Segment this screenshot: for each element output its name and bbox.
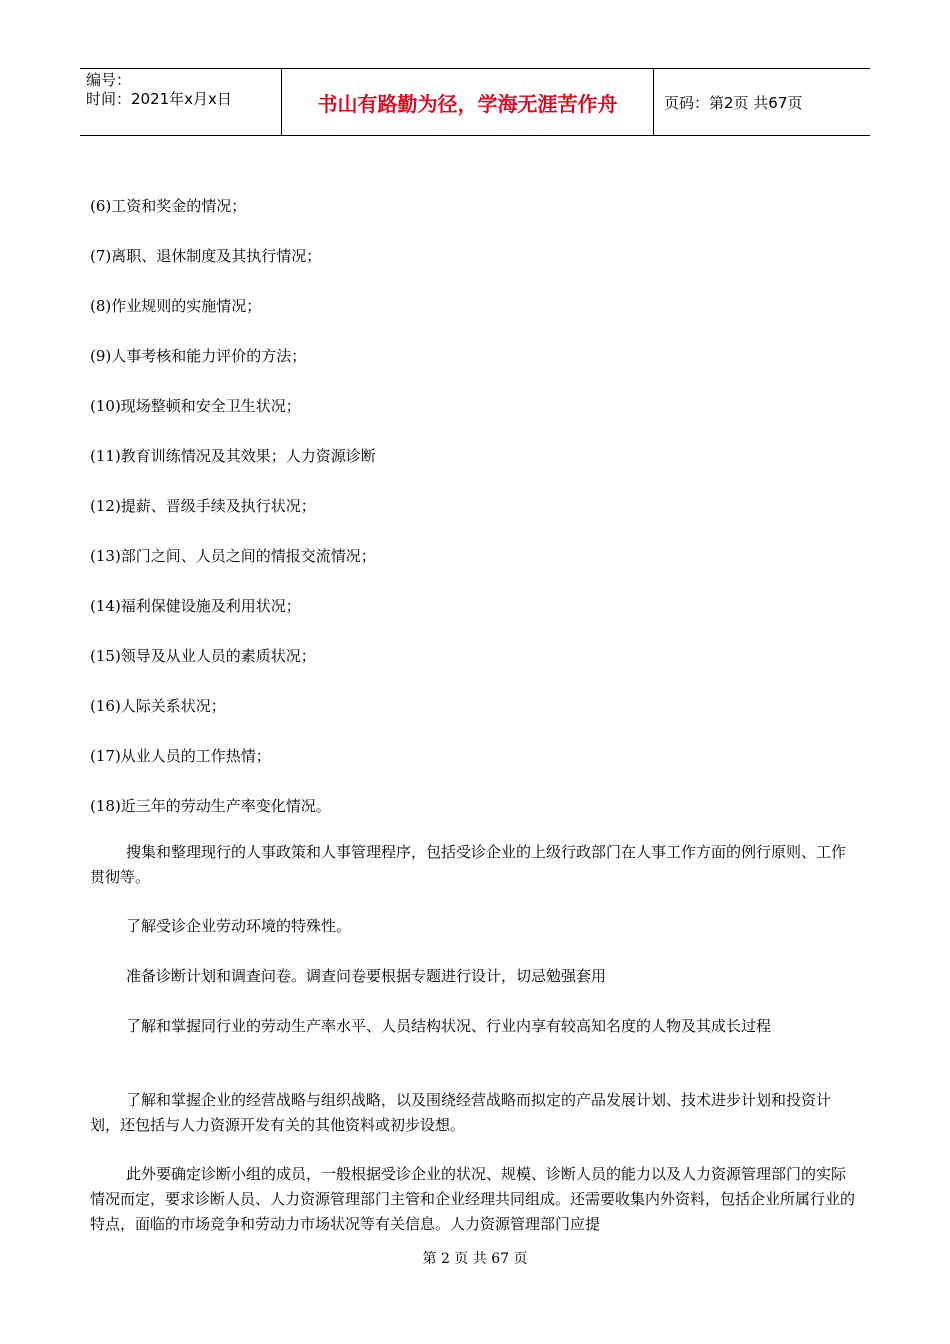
list-item: (8)作业规则的实施情况；	[90, 297, 262, 315]
list-item: (11)教育训练情况及其效果；人力资源诊断	[90, 447, 376, 465]
list-item: (17)从业人员的工作热情；	[90, 747, 271, 765]
list-item: (9)人事考核和能力评价的方法；	[90, 347, 307, 365]
paragraph: 准备诊断计划和调查问卷。调查问卷要根据专题进行设计，切忌勉强套用	[126, 967, 607, 985]
list-item: (18)近三年的劳动生产率变化情况。	[90, 797, 331, 815]
page-footer: 第 2 页 共 67 页	[422, 1251, 528, 1267]
paragraph: 了解和掌握企业的经营战略与组织战略，以及围绕经营战略而拟定的产品发展计划、技术进步计划和投资计划，还包括与人力资源开发有关的其他资料或初步设想。	[90, 1091, 832, 1134]
list-item: (14)福利保健设施及利用状况；	[90, 597, 301, 615]
time-label: 时间：2021年x月x日	[86, 90, 232, 108]
page-header	[80, 68, 870, 136]
header-motto: 书山有路勤为径，学海无涯苦作舟	[282, 69, 654, 135]
paragraph: 了解和掌握同行业的劳动生产率水平、人员结构状况、行业内享有较高知名度的人物及其成长过程	[126, 1017, 772, 1035]
number-label: 编号：	[86, 71, 132, 89]
list-item: (12)提薪、晋级手续及执行状况；	[90, 497, 316, 515]
list-item: (10)现场整顿和安全卫生状况；	[90, 397, 301, 415]
paragraph: 搜集和整理现行的人事政策和人事管理程序，包括受诊企业的上级行政部门在人事工作方面的例行原则、工作贯彻等。	[90, 843, 847, 886]
list-item: (13)部门之间、人员之间的情报交流情况；	[90, 547, 376, 565]
paragraph: 了解受诊企业劳动环境的特殊性。	[126, 917, 352, 935]
list-item: (6)工资和奖金的情况；	[90, 197, 247, 215]
header-meta	[80, 69, 282, 135]
paragraph: 此外要确定诊断小组的成员，一般根据受诊企业的状况、规模、诊断人员的能力以及人力资源管理部门的实际情况而定，要求诊断人员、人力资源管理部门主管和企业经理共同组成。还需要收集内外资料，包括企业所属行业的特点，面临的市场竞争和劳动力市场状况等有关信息。人力资源管理部门应提	[90, 1165, 856, 1233]
list-item: (16)人际关系状况；	[90, 697, 226, 715]
list-item: (15)领导及从业人员的素质状况；	[90, 647, 316, 665]
header-page-info: 页码：第2页 共67页	[664, 93, 803, 112]
list-item: (7)离职、退休制度及其执行情况；	[90, 247, 322, 265]
